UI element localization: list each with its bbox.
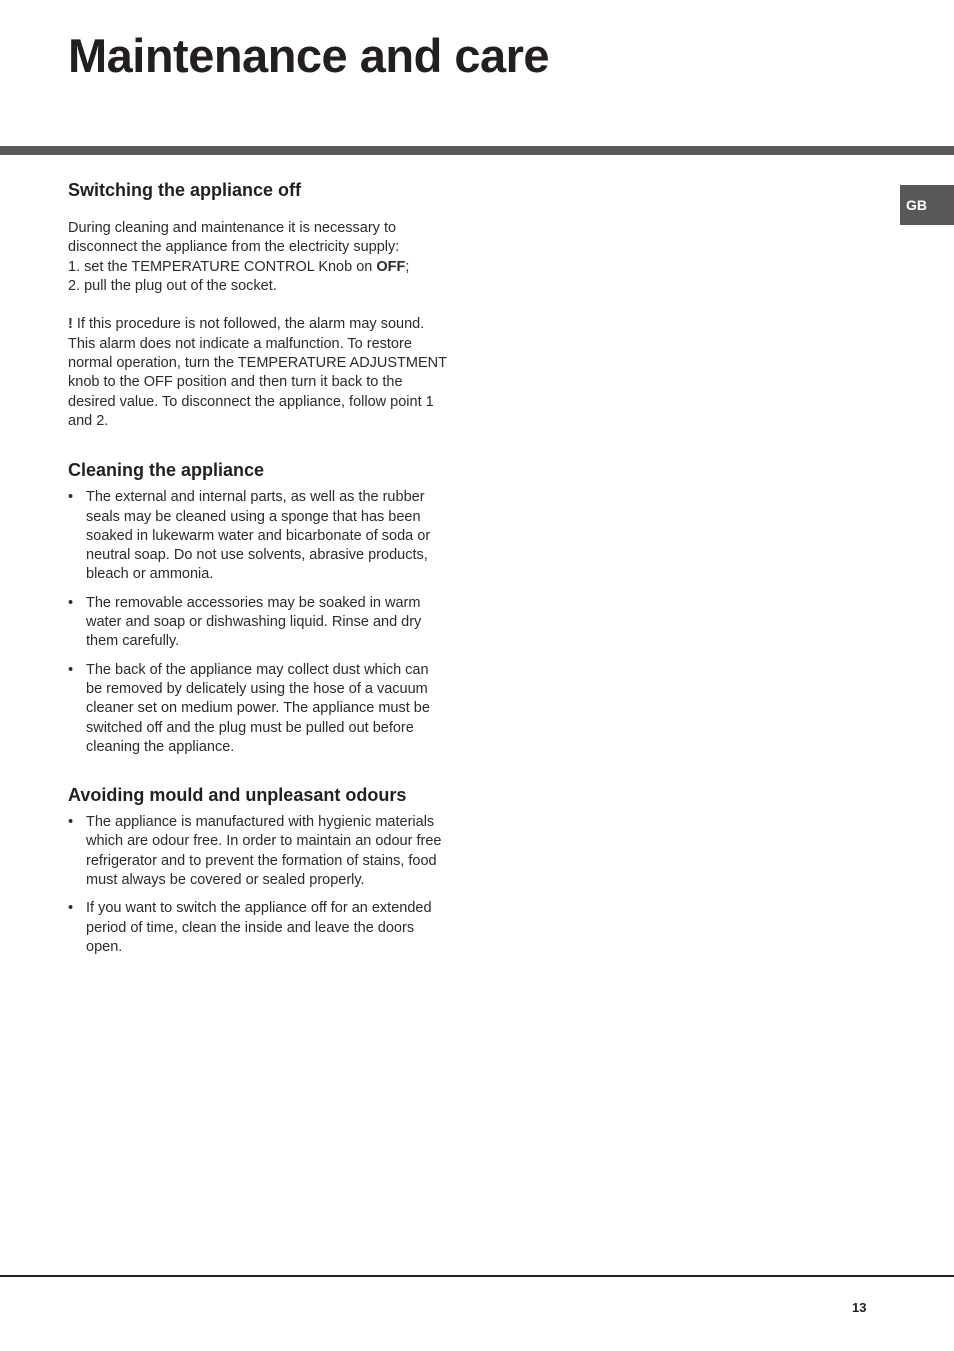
list-item — [68, 488, 448, 584]
spacer — [68, 296, 448, 315]
section-cleaning — [68, 458, 448, 757]
list-item — [68, 661, 448, 757]
warning-icon: ! — [68, 316, 73, 333]
mould-list — [68, 813, 448, 957]
step-2: 2. pull the plug out of the socket. — [68, 277, 277, 294]
step-1 — [68, 258, 448, 277]
footer-divider — [0, 1275, 954, 1277]
list-item-text: If you want to switch the appliance off for an extended period of time, clean the inside and leave the doors open. — [86, 900, 432, 955]
bullet-icon: • — [68, 661, 74, 678]
list-item-text: The back of the appliance may collect dust which can be removed by delicately using the hose of a vacuum cleaner set on medium power. The appliance must be switched off and the plug must be pulled out before cleaning the appliance. — [86, 661, 430, 755]
bullet-icon: • — [68, 900, 74, 917]
section-mould-odours — [68, 783, 448, 957]
step-1-bold: OFF — [376, 258, 406, 275]
list-item-text: The appliance is manufactured with hygienic materials which are odour free. In order to maintain an odour free refrigerator and to prevent the formation of stains, food must always be covered or sealed properly. — [86, 814, 442, 889]
step-1-text: 1. set the TEMPERATURE CONTROL Knob on — [68, 258, 377, 275]
section-heading: Cleaning the appliance — [68, 460, 265, 481]
intro-line: disconnect the appliance from the electricity supply: — [68, 239, 400, 256]
section-heading: Avoiding mould and unpleasant odours — [68, 785, 407, 806]
list-item — [68, 594, 448, 652]
bullet-icon: • — [68, 814, 74, 831]
section-heading: Switching the appliance off — [68, 180, 302, 200]
header-divider — [0, 146, 954, 155]
cleaning-list — [68, 488, 448, 757]
warning-note — [68, 315, 448, 431]
list-item — [68, 899, 448, 957]
page-number: 13 — [852, 1300, 867, 1315]
section-switching-off — [68, 178, 448, 431]
bullet-icon: • — [68, 594, 74, 611]
list-item-text: The external and internal parts, as well as the rubber seals may be cleaned using a sponge that has been soaked in lukewarm water and bicarbonate of soda or neutral soap. Do not use solvents, abrasive products, bleach or ammonia. — [86, 489, 431, 583]
language-tab-label: GB — [906, 197, 927, 213]
warning-text: If this procedure is not followed, the alarm may sound. This alarm does not indicate a malfunction. To restore normal operation, turn the TEMPERATURE ADJUSTMENT knob to the OFF position and then turn it back to the desired value. To disconnect the appliance, follow point 1 and 2. — [68, 316, 447, 429]
page-title: Maintenance and care — [68, 29, 550, 82]
language-tab — [900, 185, 954, 225]
main-content — [68, 178, 448, 966]
step-1-suffix: ; — [405, 258, 410, 275]
intro-line: During cleaning and maintenance it is necessary to — [68, 220, 397, 236]
bullet-icon: • — [68, 489, 74, 506]
list-item — [68, 813, 448, 890]
list-item-text: The removable accessories may be soaked in warm water and soap or dishwashing liquid. Rinse and dry them carefully. — [86, 594, 422, 650]
